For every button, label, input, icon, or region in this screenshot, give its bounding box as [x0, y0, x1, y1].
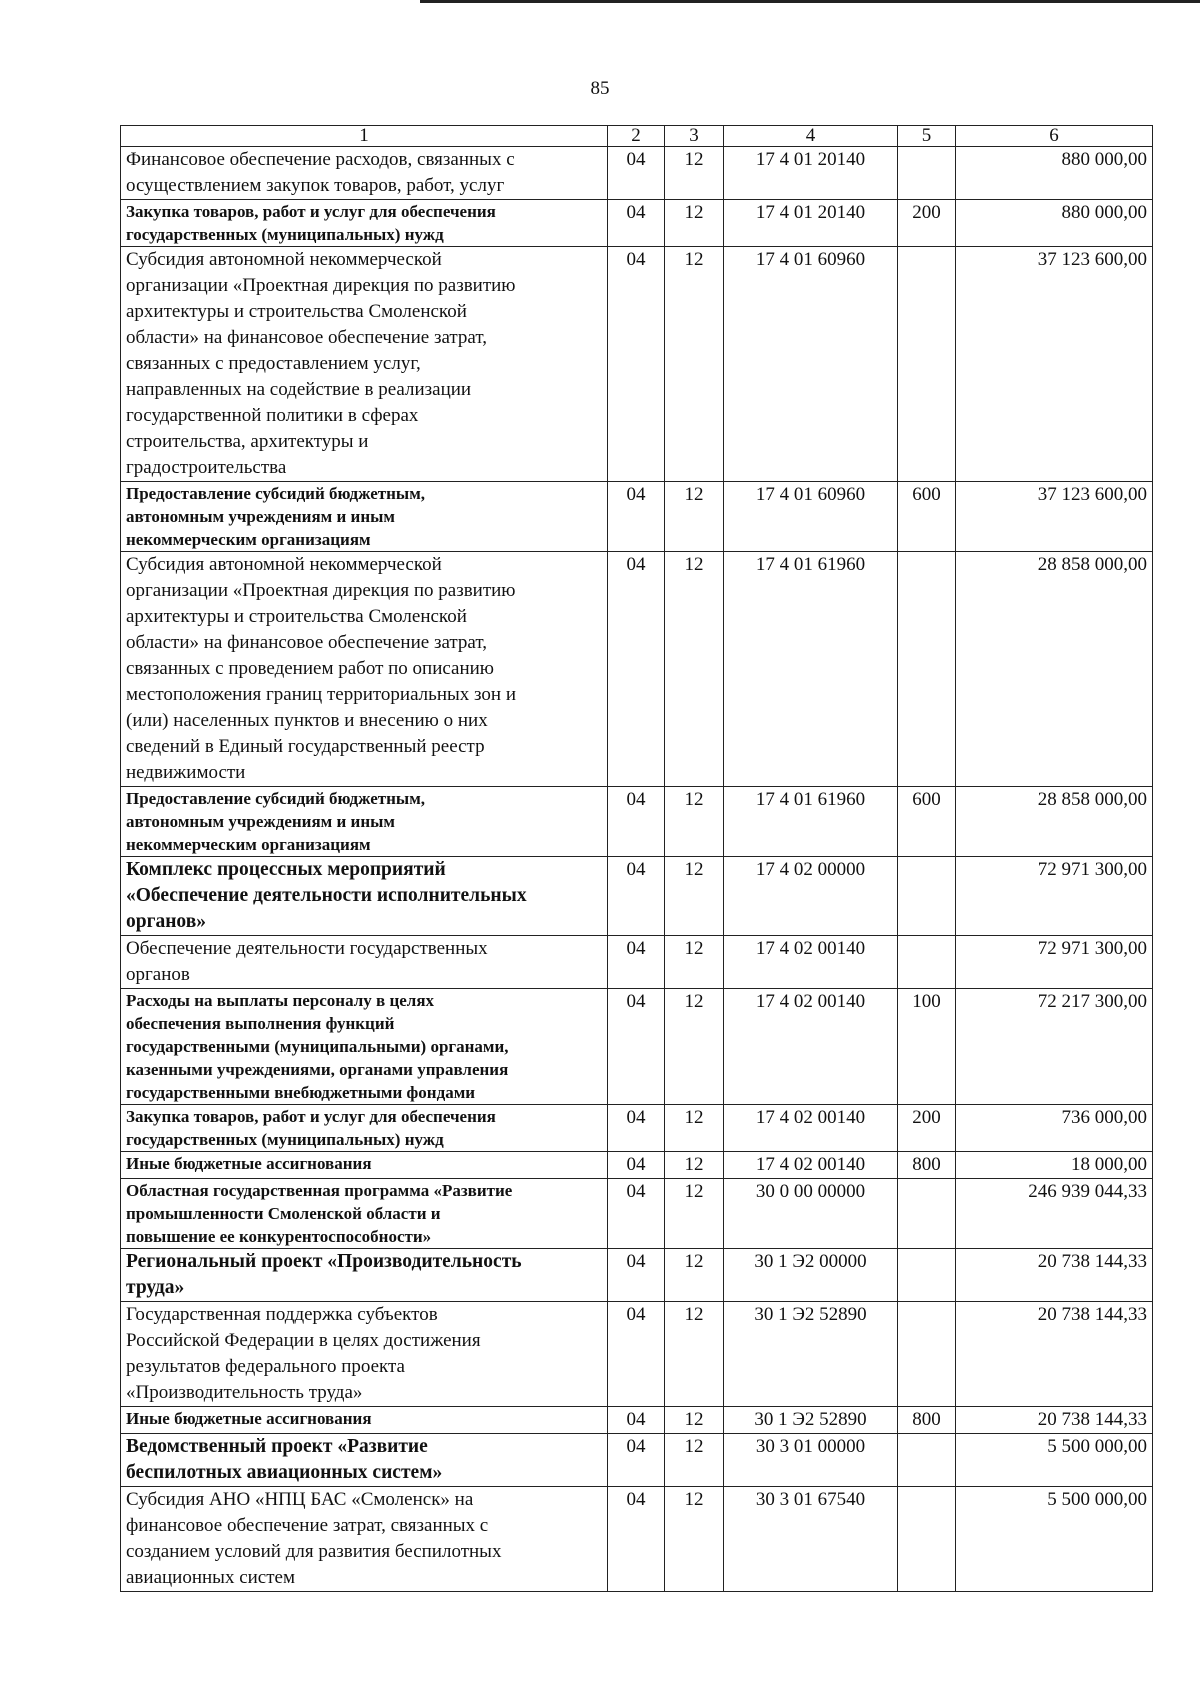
name-text: Закупка товаров, работ и услуг для обеспечения государственных (муниципальных) нужд	[126, 1107, 496, 1149]
expense-type-cell: 800	[898, 1407, 956, 1434]
page-number: 85	[590, 78, 610, 99]
target-article-cell: 30 0 00 00000	[724, 1179, 898, 1249]
name-cell	[121, 1407, 608, 1434]
amount-cell: 72 217 300,00	[956, 989, 1153, 1105]
target-article-cell: 17 4 02 00140	[724, 1105, 898, 1152]
budget-table	[120, 125, 1153, 1592]
table-row	[121, 787, 1153, 857]
expense-type-cell	[898, 857, 956, 936]
subsection-cell: 12	[665, 1152, 724, 1179]
expense-type-cell	[898, 247, 956, 482]
table-row	[121, 1434, 1153, 1487]
expense-type-cell	[898, 1249, 956, 1302]
name-text: Иные бюджетные ассигнования	[126, 1409, 372, 1428]
target-article-cell: 17 4 01 20140	[724, 200, 898, 247]
table-row	[121, 147, 1153, 200]
name-cell	[121, 787, 608, 857]
target-article-cell: 30 3 01 00000	[724, 1434, 898, 1487]
expense-type-cell	[898, 1179, 956, 1249]
section-cell: 04	[608, 1302, 665, 1407]
target-article-cell: 17 4 01 60960	[724, 482, 898, 552]
expense-type-cell: 800	[898, 1152, 956, 1179]
amount-cell: 37 123 600,00	[956, 247, 1153, 482]
amount-cell: 20 738 144,33	[956, 1407, 1153, 1434]
subsection-cell: 12	[665, 857, 724, 936]
target-article-cell: 17 4 02 00140	[724, 936, 898, 989]
section-cell: 04	[608, 989, 665, 1105]
name-text: Ведомственный проект «Развитие беспилотных авиационных систем»	[126, 1436, 443, 1483]
subsection-cell: 12	[665, 1179, 724, 1249]
name-cell	[121, 936, 608, 989]
expense-type-cell: 600	[898, 482, 956, 552]
name-cell	[121, 989, 608, 1105]
expense-type-cell	[898, 1302, 956, 1407]
target-article-cell: 30 3 01 67540	[724, 1487, 898, 1592]
name-text: Комплекс процессных мероприятий «Обеспечение деятельности исполнительных органов»	[126, 859, 527, 932]
expense-type-cell: 100	[898, 989, 956, 1105]
name-text: Предоставление субсидий бюджетным, автономным учреждениям и иным некоммерческим организациям	[126, 484, 426, 549]
name-cell	[121, 147, 608, 200]
amount-cell: 5 500 000,00	[956, 1487, 1153, 1592]
section-cell: 04	[608, 1407, 665, 1434]
subsection-cell: 12	[665, 482, 724, 552]
header-col-4: 4	[724, 126, 898, 147]
table-row	[121, 1407, 1153, 1434]
section-cell: 04	[608, 1434, 665, 1487]
expense-type-cell: 200	[898, 200, 956, 247]
header-col-2: 2	[608, 126, 665, 147]
section-cell: 04	[608, 552, 665, 787]
name-text: Субсидия автономной некоммерческой организации «Проектная дирекция по развитию архитектуры и строительства Смоленской области» на финансовое обеспечение затрат, связанных с проведением работ по описанию местоположения границ территориальных зон и (или) населенных пунктов и внесению о них сведений в Единый государственный реестр недвижимости	[126, 554, 516, 783]
name-cell	[121, 1105, 608, 1152]
subsection-cell: 12	[665, 1105, 724, 1152]
target-article-cell: 17 4 02 00140	[724, 1152, 898, 1179]
name-text: Региональный проект «Производительность труда»	[126, 1251, 522, 1298]
table-row	[121, 247, 1153, 482]
amount-cell: 5 500 000,00	[956, 1434, 1153, 1487]
amount-cell: 28 858 000,00	[956, 787, 1153, 857]
name-cell	[121, 857, 608, 936]
section-cell: 04	[608, 1105, 665, 1152]
top-scan-rule	[420, 0, 1200, 3]
table-row	[121, 989, 1153, 1105]
name-cell	[121, 1434, 608, 1487]
subsection-cell: 12	[665, 1249, 724, 1302]
table-row	[121, 1487, 1153, 1592]
name-cell	[121, 1152, 608, 1179]
amount-cell: 28 858 000,00	[956, 552, 1153, 787]
amount-cell: 736 000,00	[956, 1105, 1153, 1152]
expense-type-cell	[898, 1434, 956, 1487]
expense-type-cell	[898, 936, 956, 989]
expense-type-cell	[898, 552, 956, 787]
expense-type-cell: 600	[898, 787, 956, 857]
subsection-cell: 12	[665, 1434, 724, 1487]
section-cell: 04	[608, 1152, 665, 1179]
table-row	[121, 857, 1153, 936]
section-cell: 04	[608, 1487, 665, 1592]
subsection-cell: 12	[665, 247, 724, 482]
section-cell: 04	[608, 936, 665, 989]
amount-cell: 18 000,00	[956, 1152, 1153, 1179]
table-row	[121, 936, 1153, 989]
header-col-6: 6	[956, 126, 1153, 147]
subsection-cell: 12	[665, 1302, 724, 1407]
table-header	[121, 126, 1153, 147]
table-row	[121, 552, 1153, 787]
subsection-cell: 12	[665, 147, 724, 200]
section-cell: 04	[608, 247, 665, 482]
header-col-1: 1	[121, 126, 608, 147]
header-col-5: 5	[898, 126, 956, 147]
amount-cell: 72 971 300,00	[956, 936, 1153, 989]
name-text: Обеспечение деятельности государственных органов	[126, 938, 488, 985]
table-body	[121, 147, 1153, 1592]
table-row	[121, 1249, 1153, 1302]
name-cell	[121, 1249, 608, 1302]
name-cell	[121, 200, 608, 247]
name-text: Финансовое обеспечение расходов, связанных с осуществлением закупок товаров, работ, услуг	[126, 149, 515, 196]
expense-type-cell: 200	[898, 1105, 956, 1152]
target-article-cell: 17 4 01 61960	[724, 787, 898, 857]
table-row	[121, 200, 1153, 247]
amount-cell: 37 123 600,00	[956, 482, 1153, 552]
name-cell	[121, 1179, 608, 1249]
header-col-3: 3	[665, 126, 724, 147]
subsection-cell: 12	[665, 936, 724, 989]
subsection-cell: 12	[665, 552, 724, 787]
subsection-cell: 12	[665, 787, 724, 857]
expense-type-cell	[898, 147, 956, 200]
name-text: Расходы на выплаты персоналу в целях обеспечения выполнения функций государственными (муниципальными) органами, казенными учреждениями, органами управления государственными внебюджетными фондами	[126, 991, 509, 1102]
amount-cell: 20 738 144,33	[956, 1302, 1153, 1407]
amount-cell: 246 939 044,33	[956, 1179, 1153, 1249]
table-row	[121, 1179, 1153, 1249]
table-row	[121, 1302, 1153, 1407]
section-cell: 04	[608, 857, 665, 936]
target-article-cell: 17 4 01 20140	[724, 147, 898, 200]
name-cell	[121, 1487, 608, 1592]
amount-cell: 880 000,00	[956, 147, 1153, 200]
name-text: Иные бюджетные ассигнования	[126, 1154, 372, 1173]
section-cell: 04	[608, 200, 665, 247]
name-text: Закупка товаров, работ и услуг для обеспечения государственных (муниципальных) нужд	[126, 202, 496, 244]
target-article-cell: 30 1 Э2 52890	[724, 1407, 898, 1434]
table-row	[121, 1152, 1153, 1179]
name-cell	[121, 482, 608, 552]
section-cell: 04	[608, 482, 665, 552]
expense-type-cell	[898, 1487, 956, 1592]
header-row	[121, 126, 1153, 147]
target-article-cell: 17 4 02 00140	[724, 989, 898, 1105]
subsection-cell: 12	[665, 989, 724, 1105]
subsection-cell: 12	[665, 1487, 724, 1592]
target-article-cell: 30 1 Э2 00000	[724, 1249, 898, 1302]
name-cell	[121, 1302, 608, 1407]
name-text: Государственная поддержка субъектов Российской Федерации в целях достижения результатов федерального проекта «Производительность труда»	[126, 1304, 481, 1403]
name-cell	[121, 247, 608, 482]
table-row	[121, 482, 1153, 552]
amount-cell: 20 738 144,33	[956, 1249, 1153, 1302]
section-cell: 04	[608, 1179, 665, 1249]
section-cell: 04	[608, 147, 665, 200]
target-article-cell: 17 4 02 00000	[724, 857, 898, 936]
amount-cell: 880 000,00	[956, 200, 1153, 247]
name-text: Субсидия автономной некоммерческой организации «Проектная дирекция по развитию архитектуры и строительства Смоленской области» на финансовое обеспечение затрат, связанных с предоставлением услуг, направленных на содействие в реализации государственной политики в сферах строительства, архитектуры и градостроительства	[126, 249, 516, 478]
target-article-cell: 17 4 01 61960	[724, 552, 898, 787]
target-article-cell: 30 1 Э2 52890	[724, 1302, 898, 1407]
amount-cell: 72 971 300,00	[956, 857, 1153, 936]
section-cell: 04	[608, 787, 665, 857]
target-article-cell: 17 4 01 60960	[724, 247, 898, 482]
subsection-cell: 12	[665, 200, 724, 247]
subsection-cell: 12	[665, 1407, 724, 1434]
name-text: Областная государственная программа «Развитие промышленности Смоленской области и повышение ее конкурентоспособности»	[126, 1181, 513, 1246]
name-text: Субсидия АНО «НПЦ БАС «Смоленск» на финансовое обеспечение затрат, связанных с созданием условий для развития беспилотных авиационных систем	[126, 1489, 502, 1588]
table-row	[121, 1105, 1153, 1152]
name-cell	[121, 552, 608, 787]
section-cell: 04	[608, 1249, 665, 1302]
name-text: Предоставление субсидий бюджетным, автономным учреждениям и иным некоммерческим организациям	[126, 789, 426, 854]
